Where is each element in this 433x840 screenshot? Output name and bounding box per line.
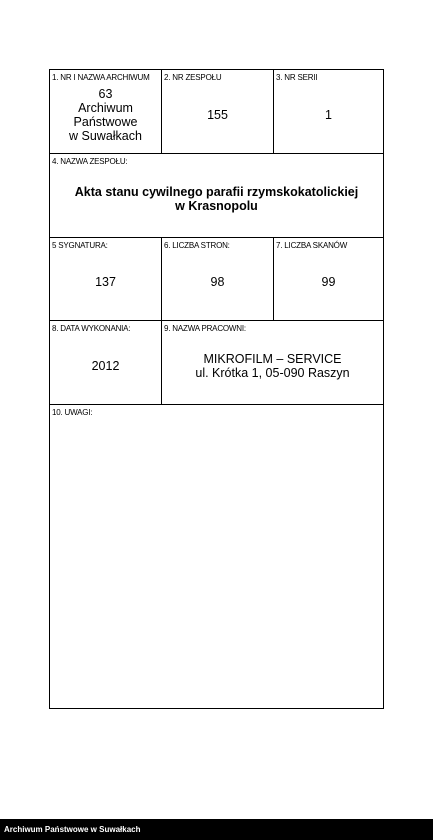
fond-name-line1: Akta stanu cywilnego parafii rzymskokatolickiej [74, 184, 359, 199]
archive-value [50, 70, 161, 153]
archive-name-line2: w Suwałkach [69, 128, 142, 143]
fond-name-label: 4. NAZWA ZESPOŁU: [52, 157, 128, 166]
workshop-address: ul. Krótka 1, 05-090 Raszyn [195, 365, 350, 380]
pages-count: 98 [210, 275, 225, 289]
archive-number: 63 [98, 86, 113, 101]
fond-number-value [162, 70, 273, 153]
archive-label: 1. NR I NAZWA ARCHIWUM [52, 73, 150, 82]
notes-cell [50, 405, 383, 708]
fond-number-label: 2. NR ZESPOŁU [164, 73, 222, 82]
archive-footer-bar [0, 819, 433, 840]
date-year: 2012 [91, 358, 120, 373]
workshop-value [162, 321, 383, 404]
date-cell [50, 321, 162, 404]
notes-label: 10. UWAGI: [52, 408, 93, 417]
card-row-notes [50, 405, 383, 708]
pages-label: 6. LICZBA STRON: [164, 241, 230, 250]
series-number-value [274, 70, 383, 153]
series-number-cell [274, 70, 383, 153]
workshop-label: 9. NAZWA PRACOWNI: [164, 324, 246, 333]
scans-cell [274, 238, 383, 320]
scans-count: 99 [321, 275, 336, 289]
fond-name-line2: w Krasnopolu [175, 198, 258, 213]
signature-cell [50, 238, 162, 320]
scans-value [274, 238, 383, 320]
workshop-cell [162, 321, 383, 404]
fond-name-value [50, 154, 383, 237]
metadata-card [49, 69, 384, 709]
workshop-name: MIKROFILM – SERVICE [203, 351, 342, 366]
signature-label: 5 SYGNATURA: [52, 241, 108, 250]
series-number: 1 [325, 107, 332, 122]
card-row-fond-name [50, 154, 383, 238]
card-row-archive [50, 70, 383, 154]
footer-archive-name: Archiwum Państwowe w Suwałkach [4, 825, 141, 834]
archive-name-line1: Archiwum Państwowe [73, 100, 138, 129]
series-number-label: 3. NR SERII [276, 73, 318, 82]
scans-label: 7. LICZBA SKANÓW [276, 241, 348, 250]
date-label: 8. DATA WYKONANIA: [52, 324, 131, 333]
pages-cell [162, 238, 274, 320]
card-row-counts [50, 238, 383, 321]
fond-name-cell [50, 154, 383, 237]
signature-number: 137 [95, 275, 116, 289]
card-row-production [50, 321, 383, 405]
fond-number-cell [162, 70, 274, 153]
signature-value [50, 238, 161, 320]
archive-cell [50, 70, 162, 153]
date-value [50, 321, 161, 404]
fond-number: 155 [207, 107, 228, 122]
pages-value [162, 238, 273, 320]
